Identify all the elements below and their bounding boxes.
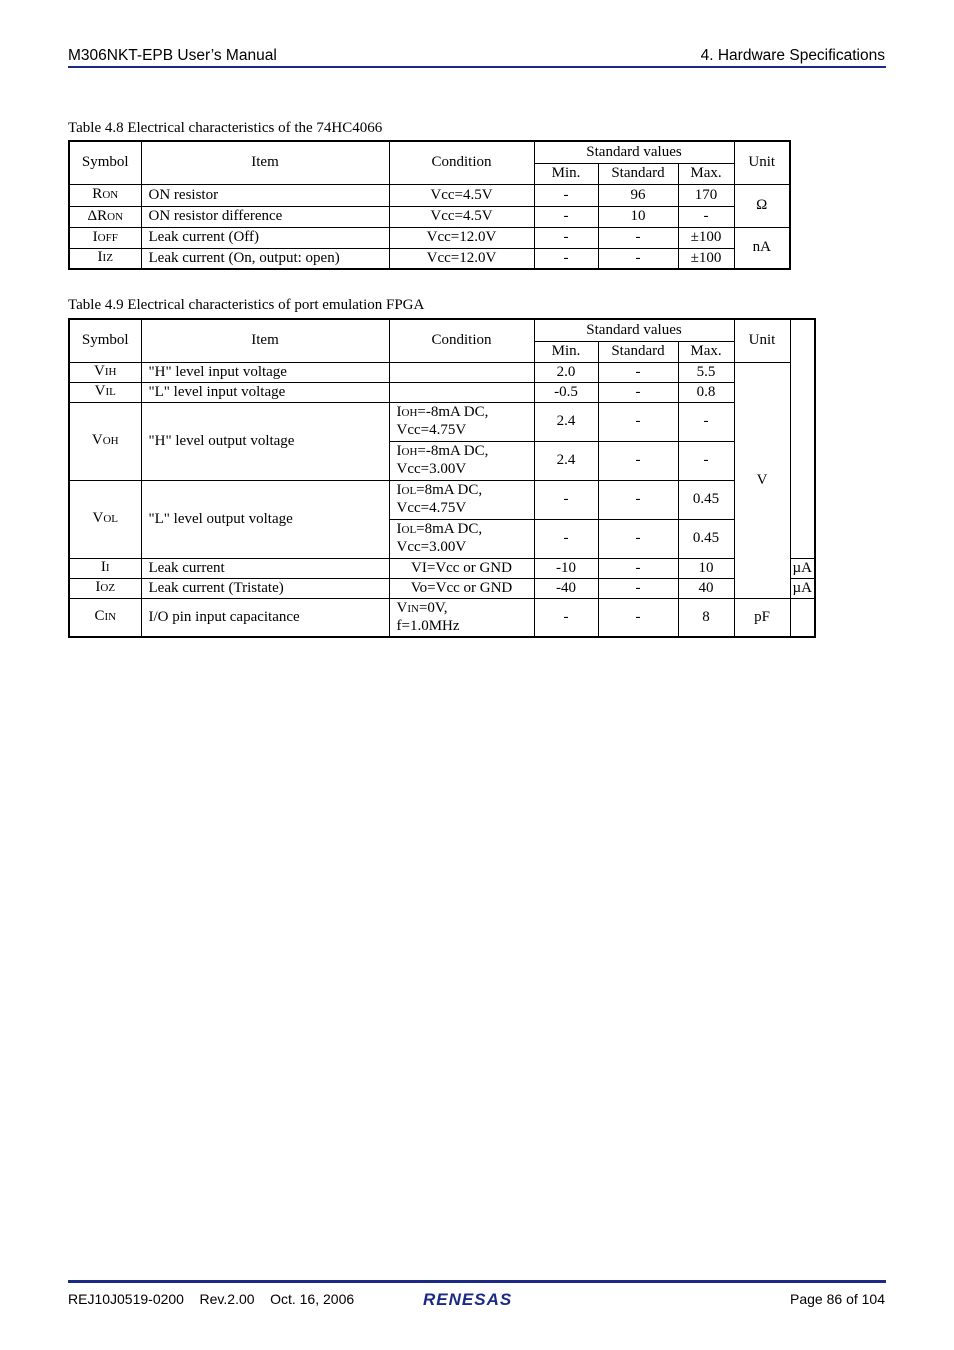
table1-head-item: Item	[141, 141, 389, 184]
item-cell: "L" level input voltage	[141, 382, 389, 402]
min-cell: 2.0	[534, 362, 598, 382]
item-cell: Leak current	[141, 558, 389, 578]
table2-head-unit: Unit	[734, 319, 790, 362]
table2-caption: Table 4.9 Electrical characteristics of port emulation FPGA	[68, 297, 425, 313]
min-cell: -	[534, 480, 598, 519]
table2-head-condition: Condition	[389, 319, 534, 362]
table2-head-symbol: Symbol	[69, 319, 141, 362]
min-cell: -10	[534, 558, 598, 578]
max-cell: 10	[678, 558, 734, 578]
table2-head-item: Item	[141, 319, 389, 362]
item-cell: Leak current (Tristate)	[141, 578, 389, 598]
condition-cell: Vo=Vcc or GND	[389, 578, 534, 598]
max-cell: -	[678, 441, 734, 480]
symbol-cell: VOH	[69, 402, 141, 480]
min-cell: 2.4	[534, 441, 598, 480]
max-cell: -	[678, 206, 734, 227]
condition-cell	[389, 382, 534, 402]
min-cell: -0.5	[534, 382, 598, 402]
table-row	[69, 598, 815, 637]
condition-cell: VIN=0V, f=1.0MHz	[389, 598, 534, 637]
max-cell: 170	[678, 184, 734, 206]
item-cell: ON resistor difference	[141, 206, 389, 227]
table2-head-min: Min.	[534, 341, 598, 362]
table1-head-max: Max.	[678, 163, 734, 184]
max-cell: 5.5	[678, 362, 734, 382]
table1-head-symbol: Symbol	[69, 141, 141, 184]
max-cell: 0.8	[678, 382, 734, 402]
item-cell: ON resistor	[141, 184, 389, 206]
symbol-cell: VOL	[69, 480, 141, 558]
condition-cell: IOH=-8mA DC, Vcc=4.75V	[389, 402, 534, 441]
min-cell: -	[534, 206, 598, 227]
symbol-cell: CIN	[69, 598, 141, 637]
symbol-cell: IIZ	[69, 248, 141, 269]
item-cell: "H" level output voltage	[141, 402, 389, 480]
condition-cell: IOL=8mA DC, Vcc=3.00V	[389, 519, 534, 558]
unit-cell: pF	[734, 598, 790, 637]
table1-caption: Table 4.8 Electrical characteristics of the 74HC4066	[68, 120, 383, 136]
item-cell: Leak current (Off)	[141, 227, 389, 248]
item-cell: "L" level output voltage	[141, 480, 389, 558]
table2-head-max: Max.	[678, 341, 734, 362]
table1-head-unit: Unit	[734, 141, 790, 184]
standard-cell: -	[598, 248, 678, 269]
min-cell: -	[534, 598, 598, 637]
standard-cell: 96	[598, 184, 678, 206]
table1	[68, 140, 791, 270]
footer-rule	[68, 1280, 886, 1283]
condition-cell: VI=Vcc or GND	[389, 558, 534, 578]
item-cell: I/O pin input capacitance	[141, 598, 389, 637]
standard-cell: -	[598, 558, 678, 578]
table1-head-standard: Standard	[598, 163, 678, 184]
table-row	[69, 206, 790, 227]
header-section-title: 4. Hardware Specifications	[700, 47, 885, 64]
symbol-cell: VIH	[69, 362, 141, 382]
table-row	[69, 184, 790, 206]
table2	[68, 318, 816, 638]
condition-cell: IOH=-8mA DC, Vcc=3.00V	[389, 441, 534, 480]
unit-cell: µA	[790, 558, 815, 578]
table1-head-min: Min.	[534, 163, 598, 184]
symbol-cell: II	[69, 558, 141, 578]
item-cell: Leak current (On, output: open)	[141, 248, 389, 269]
renesas-logo: RENESAS	[423, 1290, 513, 1309]
condition-cell: Vcc=12.0V	[389, 227, 534, 248]
symbol-cell: RON	[69, 184, 141, 206]
table2-head-standard: Standard	[598, 341, 678, 362]
unit-cell: nA	[734, 227, 790, 269]
standard-cell: -	[598, 519, 678, 558]
table-row	[69, 480, 815, 519]
min-cell: -40	[534, 578, 598, 598]
table-row	[69, 227, 790, 248]
standard-cell: -	[598, 578, 678, 598]
symbol-cell: VIL	[69, 382, 141, 402]
table-row	[69, 362, 815, 382]
standard-cell: 10	[598, 206, 678, 227]
min-cell: 2.4	[534, 402, 598, 441]
standard-cell: -	[598, 402, 678, 441]
header-rule	[68, 66, 886, 68]
standard-cell: -	[598, 362, 678, 382]
table-row	[69, 382, 815, 402]
standard-cell: -	[598, 480, 678, 519]
symbol-cell: IOZ	[69, 578, 141, 598]
symbol-cell: ΔRON	[69, 206, 141, 227]
table2-head-standard-values: Standard values	[534, 319, 734, 341]
standard-cell: -	[598, 441, 678, 480]
unit-cell: V	[734, 362, 790, 598]
table1-head-standard-values: Standard values	[534, 141, 734, 163]
min-cell: -	[534, 227, 598, 248]
table-row	[69, 402, 815, 441]
max-cell: 40	[678, 578, 734, 598]
condition-cell: Vcc=4.5V	[389, 184, 534, 206]
max-cell: 0.45	[678, 519, 734, 558]
standard-cell: -	[598, 598, 678, 637]
min-cell: -	[534, 519, 598, 558]
footer-page-number: Page 86 of 104	[790, 1291, 885, 1307]
standard-cell: -	[598, 382, 678, 402]
condition-cell: IOL=8mA DC, Vcc=4.75V	[389, 480, 534, 519]
unit-cell: µA	[790, 578, 815, 598]
footer-doc-info: REJ10J0519-0200 Rev.2.00 Oct. 16, 2006	[68, 1291, 355, 1307]
table-row	[69, 558, 815, 578]
max-cell: -	[678, 402, 734, 441]
max-cell: ±100	[678, 248, 734, 269]
unit-cell: Ω	[734, 184, 790, 227]
table-row	[69, 578, 815, 598]
max-cell: ±100	[678, 227, 734, 248]
min-cell: -	[534, 184, 598, 206]
min-cell: -	[534, 248, 598, 269]
max-cell: 8	[678, 598, 734, 637]
max-cell: 0.45	[678, 480, 734, 519]
condition-cell	[389, 362, 534, 382]
item-cell: "H" level input voltage	[141, 362, 389, 382]
symbol-cell: IOFF	[69, 227, 141, 248]
table-row	[69, 248, 790, 269]
condition-cell: Vcc=12.0V	[389, 248, 534, 269]
standard-cell: -	[598, 227, 678, 248]
table1-head-condition: Condition	[389, 141, 534, 184]
header-manual-title: M306NKT-EPB User’s Manual	[68, 47, 277, 64]
condition-cell: Vcc=4.5V	[389, 206, 534, 227]
